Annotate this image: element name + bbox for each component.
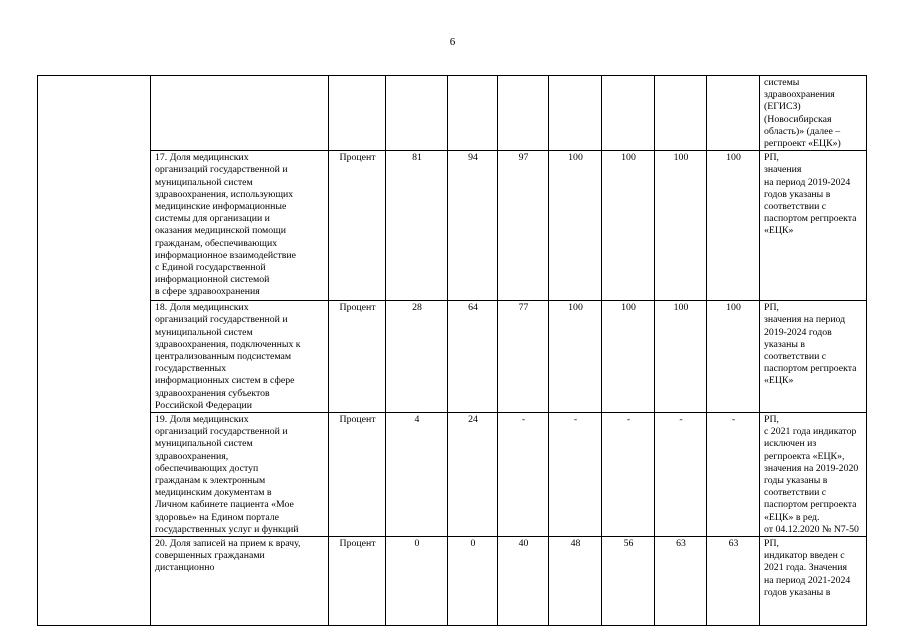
value-cell <box>707 76 760 151</box>
value-cell: 24 <box>448 413 498 537</box>
indicator-name-cell <box>151 76 329 151</box>
value-cell: 48 <box>549 537 602 626</box>
value-cell: - <box>707 413 760 537</box>
value-cell: 100 <box>707 151 760 301</box>
value-cell: 97 <box>498 151 549 301</box>
value-cell <box>549 76 602 151</box>
value-cell: - <box>602 413 655 537</box>
table-row <box>38 301 867 413</box>
value-cell: 4 <box>386 413 448 537</box>
value-cell: 100 <box>549 151 602 301</box>
value-cell: 63 <box>655 537 707 626</box>
note-cell: РП, значения на период 2019-2024 годов указаны в соответствии с паспортом регпроекта «ЕЦК» <box>760 301 867 413</box>
indicator-name-cell: 20. Доля записей на прием к врачу, совершенных гражданами дистанционно <box>151 537 329 626</box>
continuation-row <box>38 76 867 151</box>
value-cell: 100 <box>602 151 655 301</box>
value-cell: - <box>498 413 549 537</box>
blank-first-column <box>38 76 151 626</box>
value-cell: 63 <box>707 537 760 626</box>
value-cell: 100 <box>602 301 655 413</box>
value-cell: 81 <box>386 151 448 301</box>
value-cell: - <box>655 413 707 537</box>
indicator-name-cell: 18. Доля медицинских организаций государственной и муниципальной систем здравоохранения, подключенных к централизованным подсистемам государственных информационных систем в сфере здравоохранения субъектов Российской Федерации <box>151 301 329 413</box>
indicator-name-cell: 19. Доля медицинских организаций государственной и муниципальной систем здравоохранения, обеспечивающих доступ гражданам к электронным медицинским документам в Личном кабинете пациента «Мое здоровье» на Едином портале государственных услуг и функций <box>151 413 329 537</box>
unit-cell <box>329 76 386 151</box>
table-row <box>38 413 867 537</box>
indicator-name-cell: 17. Доля медицинских организаций государственной и муниципальной систем здравоохранения, использующих медицинские информационные системы для организации и оказания медицинской помощи гражданам, обеспечивающих информационное взаимодействие с Единой государственной информационной системой в сфере здравоохранения <box>151 151 329 301</box>
value-cell: 0 <box>386 537 448 626</box>
value-cell: 64 <box>448 301 498 413</box>
value-cell: 56 <box>602 537 655 626</box>
value-cell: 100 <box>707 301 760 413</box>
table-row <box>38 151 867 301</box>
value-cell <box>386 76 448 151</box>
note-cell: РП, индикатор введен с 2021 года. Значения на период 2021-2024 годов указаны в <box>760 537 867 626</box>
table-row <box>38 537 867 626</box>
value-cell: 100 <box>549 301 602 413</box>
value-cell: 100 <box>655 301 707 413</box>
value-cell: 77 <box>498 301 549 413</box>
value-cell <box>655 76 707 151</box>
value-cell: 100 <box>655 151 707 301</box>
value-cell: 94 <box>448 151 498 301</box>
note-cell: РП, значения на период 2019-2024 годов указаны в соответствии с паспортом регпроекта «ЕЦК» <box>760 151 867 301</box>
value-cell: 28 <box>386 301 448 413</box>
value-cell <box>498 76 549 151</box>
value-cell <box>602 76 655 151</box>
note-cell: РП, с 2021 года индикатор исключен из регпроекта «ЕЦК», значения на 2019-2020 годы указаны в соответствии с паспортом регпроекта «ЕЦК» в ред. от 04.12.2020 № N7-50 <box>760 413 867 537</box>
value-cell: 40 <box>498 537 549 626</box>
note-cell: системы здравоохранения (ЕГИСЗ) (Новосибирская область)» (далее – регпроект «ЕЦК») <box>760 76 867 151</box>
unit-cell: Процент <box>329 151 386 301</box>
value-cell: 0 <box>448 537 498 626</box>
value-cell <box>448 76 498 151</box>
page-number: 6 <box>449 36 456 48</box>
indicators-table <box>37 75 867 626</box>
unit-cell: Процент <box>329 301 386 413</box>
unit-cell: Процент <box>329 413 386 537</box>
value-cell: - <box>549 413 602 537</box>
unit-cell: Процент <box>329 537 386 626</box>
